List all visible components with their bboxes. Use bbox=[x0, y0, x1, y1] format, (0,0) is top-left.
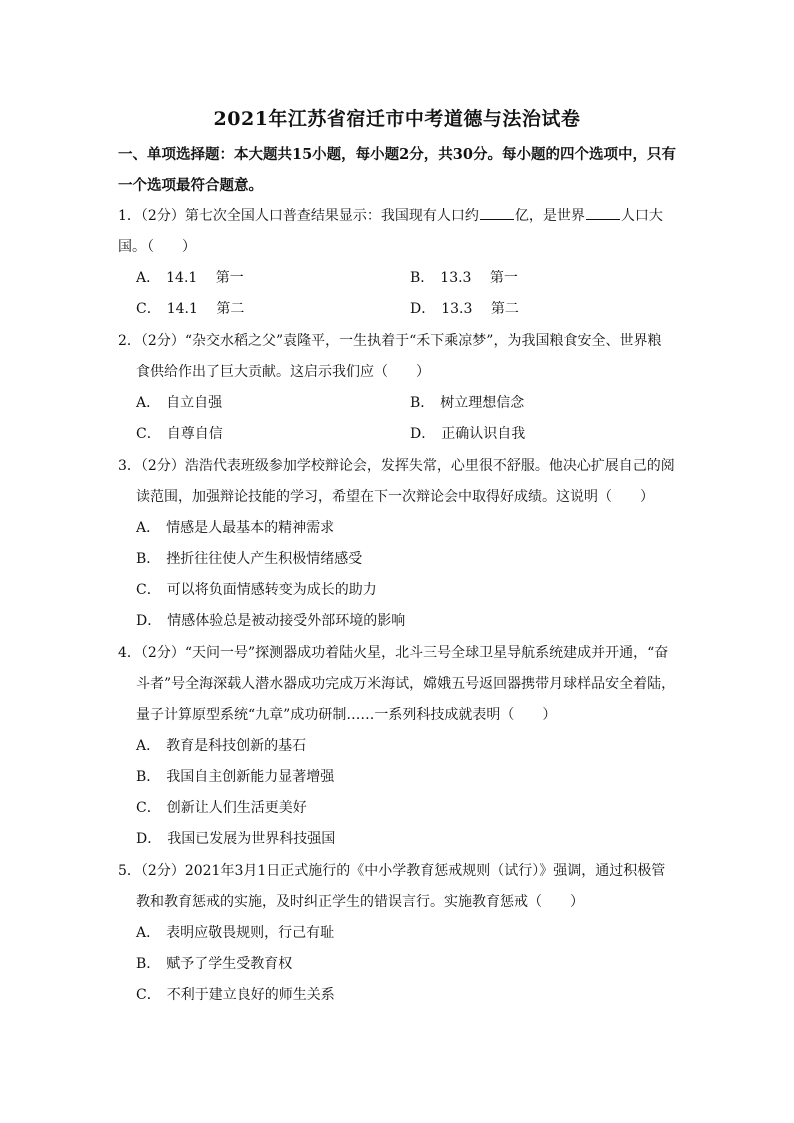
question-5-option-b bbox=[136, 954, 292, 974]
question-2-option-c bbox=[136, 424, 223, 444]
option-letter: A． bbox=[136, 738, 161, 754]
question-4-option-d bbox=[136, 829, 335, 849]
option-letter: D． bbox=[136, 831, 162, 847]
option-text: 可以将负面情感转变为成长的助力 bbox=[166, 582, 377, 598]
question-2-line1: 2．（2分）“杂交水稻之父”袁隆平，一生执着于“禾下乘凉梦”，为我国粮食安全、世界粮 bbox=[118, 333, 662, 349]
option-letter: C． bbox=[136, 987, 161, 1003]
option-letter: C． bbox=[136, 426, 161, 442]
question-4-line1: 4．（2分）“天问一号”探测器成功着陆火星，北斗三号全球卫星导航系统建成并开通，“奋 bbox=[118, 645, 669, 661]
question-3-option-b bbox=[136, 549, 362, 569]
question-1-option-b bbox=[410, 268, 518, 288]
option-text: 赋予了学生受教育权 bbox=[166, 956, 293, 972]
option-text: 13.3 第一 bbox=[440, 270, 518, 286]
option-letter: C． bbox=[136, 582, 161, 598]
question-1-mid: 亿，是世界 bbox=[514, 208, 585, 224]
question-2-option-a bbox=[136, 393, 222, 413]
option-text: 13.3 第二 bbox=[441, 301, 519, 317]
question-2-line2: 食供给作出了巨大贡献。这启示我们应（ ） bbox=[136, 364, 430, 380]
question-1-prefix: 1．（2分）第七次全国人口普查结果显示：我国现有人口约 bbox=[118, 208, 479, 224]
option-letter: B． bbox=[410, 270, 435, 286]
question-5-line1: 5．（2分）2021年3月1日正式施行的《中小学教育惩戒规则（试行）》强调，通过积极管 bbox=[118, 863, 666, 879]
question-5-option-c bbox=[136, 985, 335, 1005]
option-letter: B． bbox=[136, 956, 161, 972]
question-5-line2: 教和教育惩戒的实施，及时纠正学生的错误言行。实施教育惩戒（ ） bbox=[136, 894, 584, 910]
option-letter: A． bbox=[136, 270, 161, 286]
option-letter: D． bbox=[410, 301, 436, 317]
question-3-option-c bbox=[136, 580, 377, 600]
option-letter: A． bbox=[136, 925, 161, 941]
question-4-option-b bbox=[136, 767, 334, 787]
option-text: 14.1 第一 bbox=[166, 270, 244, 286]
question-1-paren: （ ） bbox=[140, 239, 196, 255]
question-1-option-d bbox=[410, 299, 519, 319]
option-text: 树立理想信念 bbox=[440, 395, 525, 411]
option-text: 我国已发展为世界科技强国 bbox=[167, 831, 336, 847]
option-text: 创新让人们生活更美好 bbox=[166, 800, 307, 816]
question-4-line2: 斗者”号全海深载人潜水器成功完成万米海试，嫦娥五号返回器携带月球样品安全着陆， bbox=[136, 676, 676, 692]
option-letter: B． bbox=[136, 769, 161, 785]
question-4-option-c bbox=[136, 798, 307, 818]
question-5-option-a bbox=[136, 923, 334, 943]
page-title: 2021年江苏省宿迁市中考道德与法治试卷 bbox=[213, 108, 581, 130]
option-text: 教育是科技创新的基石 bbox=[166, 738, 307, 754]
question-4-line3: 量子计算原型系统“九章”成功研制……一系列科技成就表明（ ） bbox=[136, 707, 557, 723]
section-heading-line2: 一个选项最符合题意。 bbox=[118, 177, 263, 194]
answer-blank bbox=[586, 205, 620, 220]
option-letter: C． bbox=[136, 301, 161, 317]
option-letter: B． bbox=[136, 551, 161, 567]
answer-blank bbox=[480, 205, 514, 220]
question-1-option-a bbox=[136, 268, 244, 288]
option-text: 自尊自信 bbox=[166, 426, 223, 442]
option-text: 情感是人最基本的精神需求 bbox=[166, 520, 335, 536]
option-letter: D． bbox=[136, 613, 162, 629]
option-text: 情感体验总是被动接受外部环境的影响 bbox=[167, 613, 406, 629]
question-1-option-c bbox=[136, 299, 244, 319]
option-text: 14.1 第二 bbox=[166, 301, 245, 317]
section-heading-line1: 一、单项选择题：本大题共15小题，每小题2分，共30分。每小题的四个选项中，只有 bbox=[118, 146, 676, 163]
question-4-option-a bbox=[136, 736, 306, 756]
question-2-option-b bbox=[410, 393, 524, 413]
question-3-option-a bbox=[136, 518, 334, 538]
option-text: 正确认识自我 bbox=[441, 426, 526, 442]
option-text: 我国自主创新能力显著增强 bbox=[166, 769, 335, 785]
question-1-stem bbox=[118, 201, 688, 263]
option-letter: D． bbox=[410, 426, 436, 442]
option-text: 不利于建立良好的师生关系 bbox=[166, 987, 335, 1003]
option-letter: C． bbox=[136, 800, 161, 816]
option-letter: B． bbox=[410, 395, 435, 411]
question-3-option-d bbox=[136, 611, 405, 631]
option-text: 自立自强 bbox=[166, 395, 223, 411]
question-2-option-d bbox=[410, 424, 525, 444]
option-letter: A． bbox=[136, 395, 161, 411]
question-3-line1: 3．（2分）浩浩代表班级参加学校辩论会，发挥失常，心里很不舒服。他决心扩展自己的阅 bbox=[118, 458, 675, 474]
option-text: 表明应敬畏规则，行己有耻 bbox=[166, 925, 335, 941]
option-letter: A． bbox=[136, 520, 161, 536]
option-text: 挫折往往使人产生积极情绪感受 bbox=[166, 551, 363, 567]
question-1-suffix: 人口大国。 bbox=[118, 208, 663, 255]
question-3-line2: 读范围，加强辩论技能的学习，希望在下一次辩论会中取得好成绩。这说明（ ） bbox=[136, 489, 654, 505]
